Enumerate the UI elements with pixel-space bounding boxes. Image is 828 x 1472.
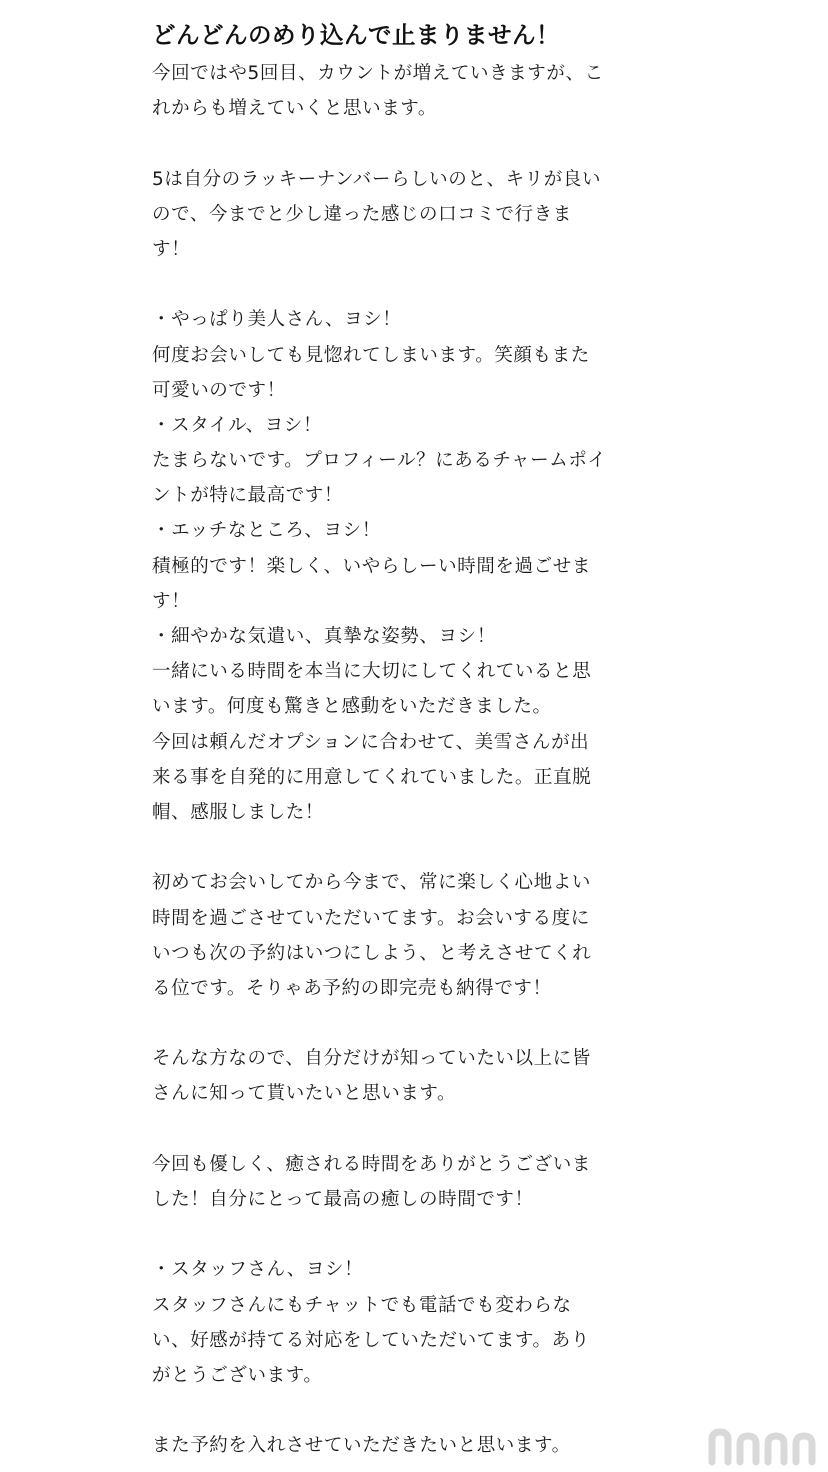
blank-line — [152, 1393, 632, 1428]
review-body — [152, 56, 632, 1464]
blank-line — [152, 1217, 632, 1252]
review-line: れからも増えていくと思います。 — [152, 98, 438, 120]
blank-line — [152, 830, 632, 865]
review-line: 来る事を自発的に用意してくれていました。正直脱 — [152, 766, 592, 788]
review-title: どんどんのめり込んで止まりません！ — [152, 21, 560, 49]
review-line: います。何度も驚きと感動をいただきました。 — [152, 696, 552, 718]
review-article — [152, 14, 632, 1464]
review-line: い、好感が持てる対応をしていただいてます。あり — [152, 1329, 590, 1351]
review-line: す！ — [152, 590, 191, 612]
review-line: す！ — [152, 238, 191, 260]
review-line: さんに知って貰いたいと思います。 — [152, 1083, 457, 1105]
review-line: ・細やかな気遣い、真摯な姿勢、ヨシ！ — [152, 626, 496, 647]
blank-line — [152, 267, 632, 302]
blank-line — [152, 1006, 632, 1041]
review-line: ので、今までと少し違った感じの口コミで行きま — [152, 203, 572, 225]
review-line: 今回は頼んだオプションに合わせて、美雪さんが出 — [152, 731, 590, 753]
review-line: 積極的です！楽しく、いやらしーい時間を過ごせま — [152, 555, 591, 577]
review-line: 今回ではや5回目、カウントが増えていきますが、こ — [152, 63, 604, 84]
review-line: ・スタッフさん、ヨシ！ — [152, 1259, 364, 1281]
review-line: ・スタイル、ヨシ！ — [152, 414, 323, 436]
review-line: 時間を過ごさせていただいてます。お会いする度に — [152, 907, 590, 929]
blank-line — [152, 1112, 632, 1147]
review-line: る位です。そりゃあ予約の即完売も納得です！ — [152, 977, 552, 999]
review-line: いつも次の予約はいつにしよう、と考えさせてくれ — [152, 942, 592, 964]
review-line: した！自分にとって最高の癒しの時間です！ — [152, 1189, 534, 1210]
brand-logo-watermark — [704, 1426, 822, 1466]
review-line: 帽、感服しました！ — [152, 801, 324, 823]
review-line: スタッフさんにもチャットでも電話でも変わらな — [152, 1294, 572, 1316]
review-line: たまらないです。プロフィール？にあるチャームポイ — [152, 450, 607, 472]
review-line: 5は自分のラッキーナンバーらしいのと、キリが良い — [152, 168, 602, 190]
review-line: がとうございます。 — [152, 1364, 323, 1386]
review-line: ントが特に最高です！ — [152, 485, 344, 507]
review-line: 何度お会いしても見惚れてしまいます。笑顔もまた — [152, 344, 590, 366]
blank-line — [152, 126, 632, 161]
review-line: また予約を入れさせていただきたいと思います。 — [152, 1435, 571, 1457]
brand-logo-icon — [704, 1426, 822, 1466]
review-line: 今回も優しく、癒される時間をありがとうございま — [152, 1153, 591, 1175]
review-line: 一緒にいる時間を本当に大切にしてくれていると思 — [152, 661, 592, 683]
review-line: ・やっぱり美人さん、ヨシ！ — [152, 309, 402, 331]
review-line: 可愛いのです！ — [152, 379, 286, 401]
review-line: 初めてお会いしてから今まで、常に楽しく心地よい — [152, 872, 591, 894]
review-line: ・エッチなところ、ヨシ！ — [152, 520, 381, 542]
review-line: そんな方なので、自分だけが知っていたい以上に皆 — [152, 1048, 591, 1070]
